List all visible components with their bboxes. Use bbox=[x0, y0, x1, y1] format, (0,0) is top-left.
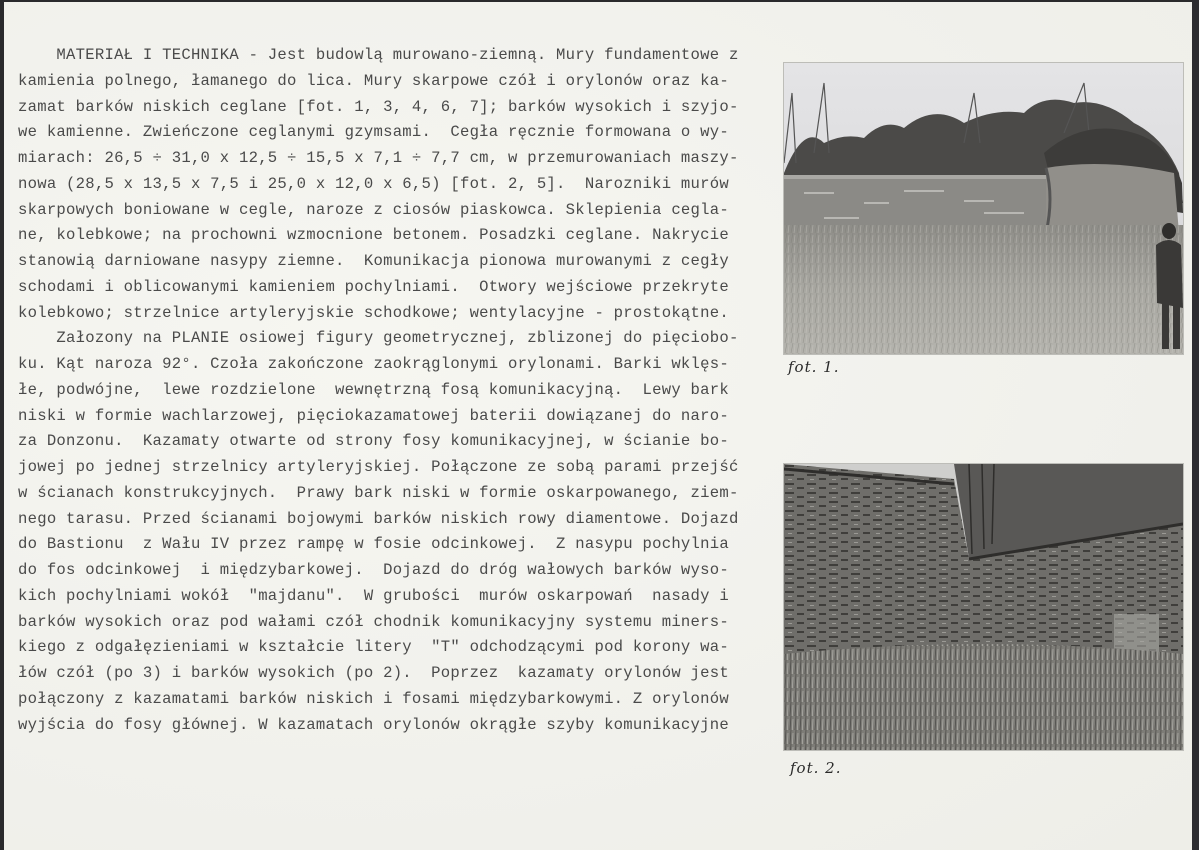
document-page bbox=[4, 2, 1192, 850]
text-line: do Bastionu z Wału IV przez rampę w fosie odcinkowej. Z nasypu pochylnia bbox=[18, 535, 729, 554]
text-line: jowej po jednej strzelnicy artyleryjskiej. Połączone ze sobą parami przejść bbox=[18, 458, 739, 476]
text-line: kiego z odgałęzieniami w kształcie litery "T" odchodzącymi pod korony wa- bbox=[18, 638, 729, 657]
text-line: nego tarasu. Przed ścianami bojowymi barków niskich rowy diamentowe. Dojazd bbox=[18, 509, 739, 528]
text-line: za Donzonu. Kazamaty otwarte od strony fosy komunikacyjnej, w ścianie bo- bbox=[18, 432, 729, 451]
text-line: kolebkowo; strzelnice artyleryjskie schodkowe; wentylacyjne - prostokątne. bbox=[18, 303, 729, 322]
text-line: kamienia polnego, łamanego do lica. Mury skarpowe czół i orylonów oraz ka- bbox=[18, 71, 729, 90]
text-line: kich pochylniami wokół "majdanu". W grubości murów oskarpowań nasady i bbox=[18, 586, 729, 605]
body-text bbox=[18, 43, 778, 738]
text-line: MATERIAŁ I TECHNIKA - Jest budowlą murowano-ziemną. Mury fundamentowe z bbox=[18, 46, 739, 64]
text-line: łe, podwójne, lewe rozdzielone wewnętrzną fosą komunikacyjną. Lewy bark bbox=[18, 380, 729, 399]
text-line: zamat barków niskich ceglane [fot. 1, 3, 4, 6, 7]; barków wysokich i szyjo- bbox=[18, 97, 739, 116]
text-line: niski w formie wachlarzowej, pięciokazamatowej baterii dowiązanej do naro- bbox=[18, 406, 729, 425]
text-line: we kamienne. Zwieńczone ceglanymi gzymsami. Cegła ręcznie formowana o wy- bbox=[18, 123, 729, 142]
text-line: stanowią darniowane nasypy ziemne. Komunikacja pionowa murowanymi z cegły bbox=[18, 252, 729, 270]
text-line: nowa (28,5 x 13,5 x 7,5 i 25,0 x 12,0 x 6,5) [fot. 2, 5]. Narozniki murów bbox=[18, 174, 729, 193]
photo-1-image bbox=[784, 63, 1183, 354]
text-line: schodami i oblicowanymi kamieniem pochylniami. Otwory wejściowe przekryte bbox=[18, 277, 729, 296]
text-line: w ścianach konstrukcyjnych. Prawy bark niski w formie oskarpowanego, ziem- bbox=[18, 483, 739, 502]
text-line: barków wysokich oraz pod wałami czół chodnik komunikacyjny systemu miners- bbox=[18, 612, 729, 631]
scan-border bbox=[1192, 0, 1199, 850]
photo-2-image bbox=[784, 464, 1183, 750]
photo-1-caption: fot. 1. bbox=[788, 358, 840, 376]
text-line: połączony z kazamatami barków niskich i fosami międzybarkowymi. Z orylonów bbox=[18, 689, 729, 708]
photo-1 bbox=[783, 62, 1184, 355]
text-line: wyjścia do fosy głównej. W kazamatach orylonów okrągłe szyby komunikacyjne bbox=[18, 715, 729, 734]
photo-2 bbox=[783, 463, 1184, 751]
text-line: miarach: 26,5 ÷ 31,0 x 12,5 ÷ 15,5 x 7,1 ÷ 7,7 cm, w przemurowaniach maszy- bbox=[18, 149, 739, 167]
text-line: do fos odcinkowej i międzybarkowej. Dojazd do dróg wałowych barków wyso- bbox=[18, 561, 729, 579]
text-line: skarpowych boniowane w cegle, naroze z ciosów piaskowca. Sklepienia cegla- bbox=[18, 200, 729, 219]
photo-2-caption: fot. 2. bbox=[790, 759, 842, 777]
text-line: ku. Kąt naroza 92°. Czoła zakończone zaokrąglonymi orylonami. Barki wklęs- bbox=[18, 355, 729, 373]
text-line: łów czół (po 3) i barków wysokich (po 2). Poprzez kazamaty orylonów jest bbox=[18, 664, 729, 682]
text-line: Załozony na PLANIE osiowej figury geometrycznej, zblizonej do pięciobo- bbox=[18, 329, 739, 348]
text-line: ne, kolebkowe; na prochowni wzmocnione betonem. Posadzki ceglane. Nakrycie bbox=[18, 226, 729, 245]
